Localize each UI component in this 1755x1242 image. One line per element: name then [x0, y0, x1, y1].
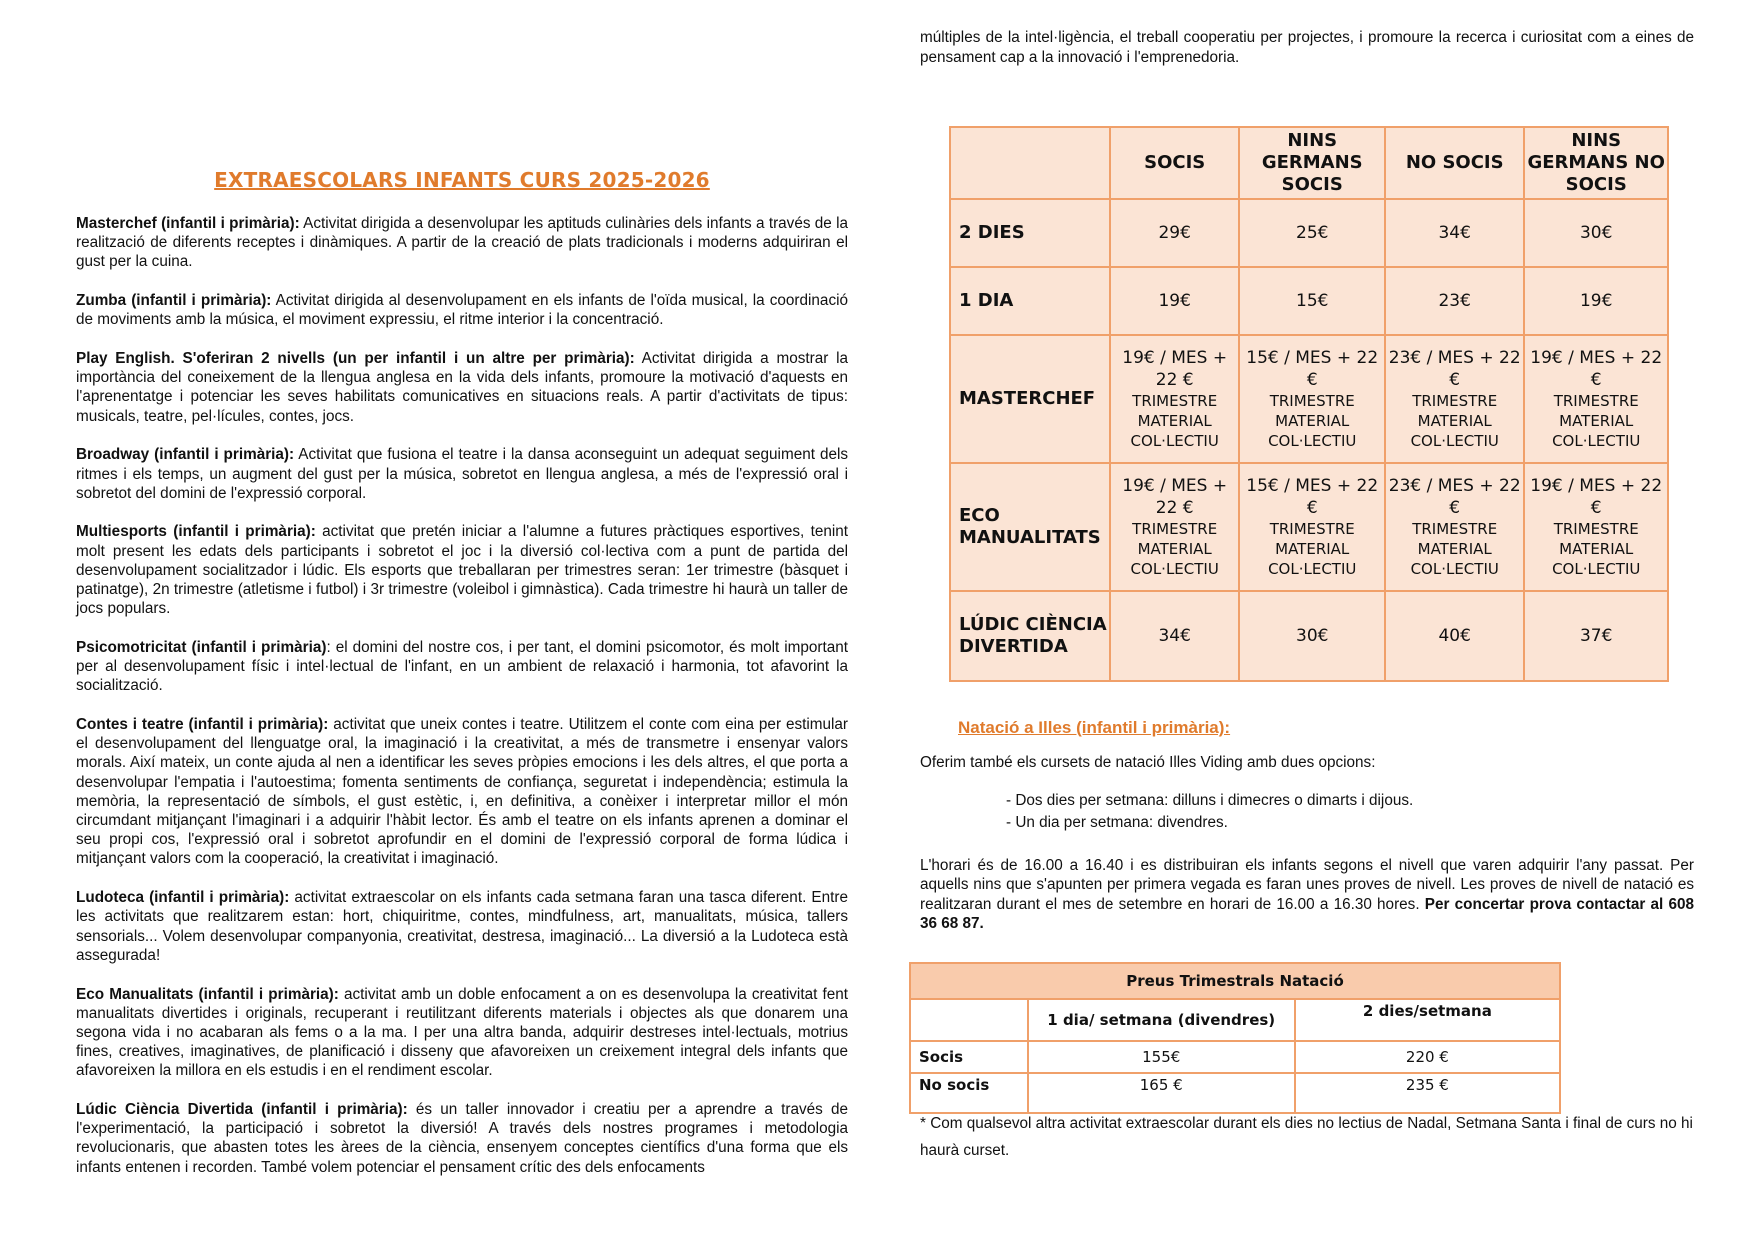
activity-name: Psicomotricitat (infantil i primària) [76, 638, 327, 656]
list-item: - Un dia per setmana: divendres. [1006, 814, 1228, 831]
natacio-description: L'horari és de 16.00 a 16.40 i es distribuiran els infants segons el nivell que varen adquirir l'any passat. Per aquells nins que s'apunten per primera vegada es faran unes proves de nivell. Les proves de nivell de natació es realitzaran durant el mes de setembre en horari de 16.00 a 16.30 hores. Per concertar prova contactar al 608 36 68 87. [920, 857, 1694, 932]
activity-description: Activitat dirigida al desenvolupament en els infants de l'oïda musical, la coordinació de moviments amb la música, el moviment expressiu, el ritme interior i la concentració. [76, 292, 848, 329]
price-cell: 34€ [1110, 591, 1240, 681]
activity-description: activitat extraescolar on els infants cada setmana faran una tasca diferent. Entre les activitats que realitzarem estan: hort, chiquiritme, contes, mindfulness, art, manualitats, música, tallers sensorials... Volem desenvolupar companyonia, creativitat, destresa, imaginació... La diversió a la Ludoteca està assegurada! [76, 889, 848, 964]
header-cell: NINS GERMANS SOCIS [1239, 127, 1385, 199]
price-cell: 19€ [1524, 267, 1668, 335]
activity-list [76, 214, 848, 1177]
activity-paragraph [76, 522, 848, 618]
activity-description: activitat que pretén iniciar a l'alumne a futures pràctiques esportives, tenint molt present les edats dels participants i sobretot el joc i la diversió col·lectiva com a punt de partida del desenvolupament socialitzador i lúdic. Els esports que treballaran per trimestres seran: 1er trimestre (bàsquet i patinatge), 2n trimestre (atletisme i futbol) i 3r trimestre (voleibol i gimnàstica). Cada trimestre hi haurà un taller de jocs populars. [76, 523, 848, 618]
activity-description: activitat que uneix contes i teatre. Utilitzem el conte com eina per estimular el desenvolupament del llenguatge oral, la imaginació i la creativitat, a més de transmetre i ensenyar valors morals. Així mateix, un conte ajuda al nen a identificar les seves pròpies emocions i les dels altres, el que porta a desenvolupar l'empatia i l'autoestima; fomenta sentiments de confiança, seguretat i independència; estimula la memòria, la representació de símbols, el gust estètic, i, en definitiva, a conèixer i interpretar millor el món circumdant mitjançant l'imaginari i a adquirir l'hàbit lector. És amb el teatre on els infants aprenen a dominar el seu propi cos, l'expressió oral i sobretot aprofundir en el domini de l'expressió corporal de forma lúdica i mitjançant valors com la cooperació, la creativitat i imaginació. [76, 716, 849, 868]
price-cell: 23€ [1385, 267, 1524, 335]
activity-paragraph [76, 715, 848, 869]
table-row [950, 267, 1668, 335]
contact-phone: Per concertar prova contactar al 608 36 68 87. [920, 895, 1694, 932]
activity-paragraph [76, 1100, 848, 1177]
price-cell: 34€ [1385, 199, 1524, 267]
activity-paragraph [76, 445, 848, 503]
activity-description: Activitat que fusiona el teatre i la dansa aconseguint un adequat seguiment dels ritmes i els temps, un augment del gust per la música, sobretot en llengua anglesa, a més de l'expressió oral i sobretot del domini de l'expressió corporal. [76, 446, 849, 502]
price-table [949, 126, 1669, 682]
price-cell: 15€ [1239, 267, 1385, 335]
header-cell: SOCIS [1110, 127, 1240, 199]
price-cell: 25€ [1239, 199, 1385, 267]
activity-paragraph [76, 638, 848, 696]
swim-price-table [909, 962, 1561, 1114]
price-cell: 19€ / MES + 22 € TRIMESTRE MATERIAL COL·LECTIU [1524, 335, 1668, 463]
swim-table-caption: Preus Trimestrals Natació [910, 963, 1560, 999]
price-cell: 29€ [1110, 199, 1240, 267]
header-cell: NO SOCIS [1385, 127, 1524, 199]
column-header: 1 dia/ setmana (divendres) [1028, 999, 1295, 1041]
activity-name: Masterchef (infantil i primària): [76, 215, 300, 232]
activity-description: Activitat dirigida a desenvolupar les aptituds culinàries dels infants a través de la realització de diferents receptes i dinàmiques. A partir de la creació de plats tradicionals i moderns adquiriran el gust per la cuina. [76, 215, 848, 271]
activity-name: Contes i teatre (infantil i primària): [76, 716, 329, 734]
activity-description: és un taller innovador i creatiu per a aprendre a través de l'experimentació, la participació i sobretot la diversió! A través dels nostres programes i metodologia revolucionaris, que abasten totes les àrees de la ciència, ensenyem conceptes científics d'una forma que els infants entenen i recorden. També volem potenciar el pensament crític des dels enfocaments [76, 1101, 848, 1176]
price-cell: 15€ / MES + 22 € TRIMESTRE MATERIAL COL·LECTIU [1239, 463, 1385, 591]
price-cell: 40€ [1385, 591, 1524, 681]
column-header: 2 dies/setmana [1295, 999, 1560, 1041]
activity-paragraph [76, 349, 848, 426]
header-cell [950, 127, 1110, 199]
price-cell: 155€ [1028, 1041, 1295, 1073]
activity-name: Eco Manualitats (infantil i primària): [76, 985, 339, 1003]
table-row [910, 999, 1560, 1041]
activity-paragraph [76, 985, 848, 1081]
list-item: - Dos dies per setmana: dilluns i dimecres o dimarts i dijous. [1006, 792, 1414, 809]
activity-name: Play English. S'oferiran 2 nivells (un per infantil i un altre per primària): [76, 350, 635, 368]
activity-paragraph [76, 888, 848, 965]
activity-name: Lúdic Ciència Divertida (infantil i primària): [76, 1101, 408, 1119]
table-row [950, 591, 1668, 681]
continuation-text: múltiples de la intel·ligència, el treball cooperatiu per projectes, i promoure la recerca i curiositat com a eines de pensament cap a la innovació i l'emprenedoria. [920, 29, 1694, 66]
activity-description: activitat amb un doble enfocament a on es desenvolupa la creativitat fent manualitats divertides i originals, recuperant i reutilitzant diferents materials i objectes als que donarem una segona vida i no acabaran als fems o a la ma. I per una altra banda, adquirir destreses intel·lectuals, motrius fines, creatives, imaginatives, de planificació i disseny que afavoreixen un creixement integral dels infants que afavoreixen la millora en els estudis i en el rendiment escolar. [76, 985, 849, 1080]
row-label: 1 DIA [950, 267, 1110, 335]
price-cell: 23€ / MES + 22 € TRIMESTRE MATERIAL COL·LECTIU [1385, 335, 1524, 463]
natacio-title: Natació a Illes (infantil i primària): [958, 718, 1231, 737]
row-label: No socis [910, 1073, 1028, 1113]
price-cell: 19€ [1110, 267, 1240, 335]
price-cell: 23€ / MES + 22 € TRIMESTRE MATERIAL COL·LECTIU [1385, 463, 1524, 591]
activity-name: Zumba (infantil i primària): [76, 292, 272, 310]
price-cell: 30€ [1524, 199, 1668, 267]
price-cell: 220 € [1295, 1041, 1560, 1073]
row-label: 2 DIES [950, 199, 1110, 267]
price-table-header [950, 127, 1668, 199]
table-row [950, 335, 1668, 463]
activity-name: Multiesports (infantil i primària): [76, 523, 316, 541]
price-cell: 19€ / MES + 22 € TRIMESTRE MATERIAL COL·LECTIU [1524, 463, 1668, 591]
price-cell: 15€ / MES + 22 € TRIMESTRE MATERIAL COL·LECTIU [1239, 335, 1385, 463]
table-row [910, 1073, 1560, 1113]
natacio-options [1006, 790, 1413, 834]
activity-paragraph [76, 291, 848, 329]
row-label: LÚDIC CIÈNCIA DIVERTIDA [950, 591, 1110, 681]
price-cell: 165 € [1028, 1073, 1295, 1113]
activity-name: Ludoteca (infantil i primària): [76, 889, 290, 907]
natacio-intro: Oferim també els cursets de natació Illes Viding amb dues opcions: [920, 754, 1376, 771]
price-cell: 235 € [1295, 1073, 1560, 1113]
price-cell: 19€ / MES + 22 € TRIMESTRE MATERIAL COL·LECTIU [1110, 335, 1240, 463]
table-row [950, 199, 1668, 267]
price-cell: 37€ [1524, 591, 1668, 681]
header-cell: NINS GERMANS NO SOCIS [1524, 127, 1668, 199]
table-row [950, 463, 1668, 591]
row-label: Socis [910, 1041, 1028, 1073]
activities-column [76, 160, 848, 1196]
table-row [910, 1041, 1560, 1073]
row-label: MASTERCHEF [950, 335, 1110, 463]
activity-description: Activitat dirigida a mostrar la importància del coneixement de la llengua anglesa en la vida dels infants, promoure la motivació d'aquests en l'aprenentatge i potenciar les seves habilitats comunicatives en situacions reals. A partir d'activitats de tipus: musicals, teatre, pel·lícules, contes, jocs. [76, 350, 848, 425]
activity-description: : el domini del nostre cos, i per tant, el domini psicomotor, és molt important per al desenvolupament físic i intel·lectual de l'infant, en un ambient de relaxació i harmonia, tot afavorint la socialització. [76, 638, 848, 695]
activity-name: Broadway (infantil i primària): [76, 446, 295, 464]
footnote: * Com qualsevol altra activitat extraescolar durant els dies no lectius de Nadal, Setmana Santa i final de curs no hi haurà curset. [920, 1115, 1693, 1159]
price-cell: 19€ / MES + 22 € TRIMESTRE MATERIAL COL·LECTIU [1110, 463, 1240, 591]
price-cell: 30€ [1239, 591, 1385, 681]
activity-paragraph [76, 214, 848, 272]
page-title: EXTRAESCOLARS INFANTS CURS 2025-2026 [214, 168, 710, 192]
row-label: ECO MANUALITATS [950, 463, 1110, 591]
